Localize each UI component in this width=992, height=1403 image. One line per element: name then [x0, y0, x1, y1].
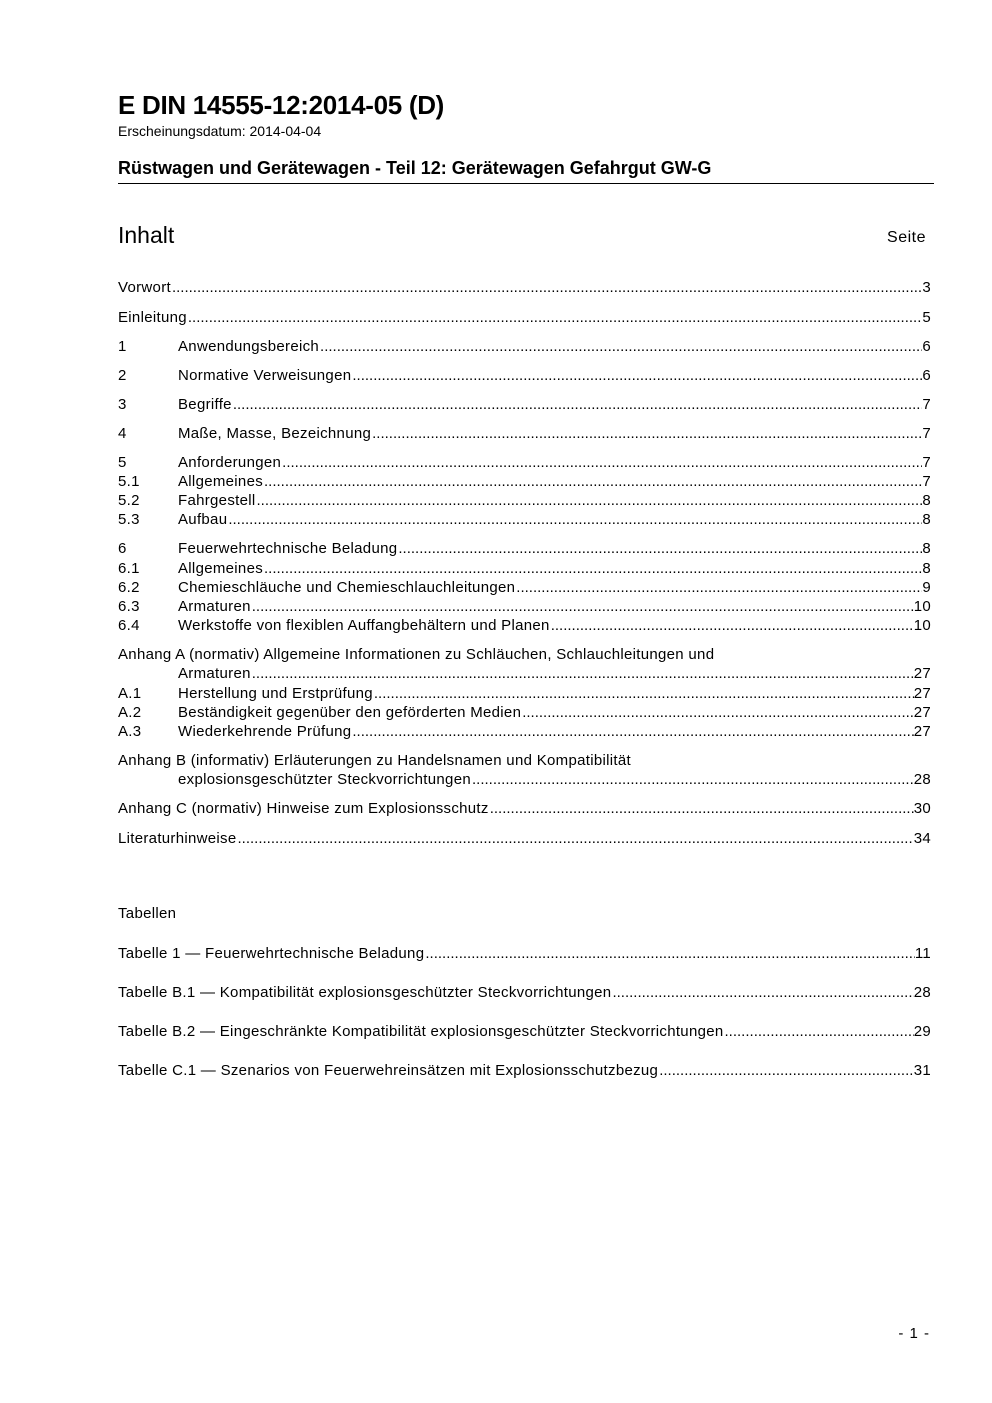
- toc-entry-5-2[interactable]: 5.2 Fahrgestell ..... 8: [118, 491, 931, 511]
- toc-section-number: A.1: [118, 685, 142, 702]
- toc-entry-2[interactable]: 2 Normative Verweisungen ..... 6: [118, 366, 931, 386]
- table-page-number: 31: [913, 1062, 931, 1079]
- toc-section-number: 6: [118, 540, 127, 557]
- toc-page-number: 8: [922, 560, 931, 577]
- toc-entry-3[interactable]: 3 Begriffe ..... 7: [118, 395, 931, 415]
- toc-page-number: 28: [913, 771, 931, 788]
- toc-entry-4[interactable]: 4 Maße, Masse, Bezeichnung ..... 7: [118, 424, 931, 444]
- toc-entry-6-4[interactable]: 6.4 Werkstoffe von flexiblen Auffangbehältern und Planen ..... 10: [118, 616, 931, 636]
- toc-section-number: 5.3: [118, 511, 140, 528]
- toc-page-column-label: Seite: [887, 229, 926, 246]
- toc-section-number: A.2: [118, 704, 142, 721]
- toc-entry-6-1[interactable]: 6.1 Allgemeines ..... 8: [118, 559, 931, 579]
- toc-page-number: 8: [922, 540, 931, 557]
- toc-page-number: 7: [922, 473, 931, 490]
- toc-entry-a-3[interactable]: A.3 Wiederkehrende Prüfung ..... 27: [118, 722, 931, 742]
- toc-section-number: 5.1: [118, 473, 140, 490]
- document-subject: Rüstwagen und Gerätewagen - Teil 12: Gerätewagen Gefahrgut GW-G: [118, 158, 712, 178]
- toc-section-number: 6.2: [118, 579, 140, 596]
- toc-page-number: 3: [922, 279, 931, 296]
- toc-page-number: 27: [913, 704, 931, 721]
- toc-section-number: 3: [118, 396, 127, 413]
- toc-page-number: 7: [922, 396, 931, 413]
- toc-section-number: 6.3: [118, 598, 140, 615]
- toc-page-number: 7: [922, 454, 931, 471]
- toc-section-number: 1: [118, 338, 127, 355]
- toc-entry-vorwort[interactable]: Vorwort ..... 3: [118, 278, 931, 298]
- table-page-number: 29: [913, 1023, 931, 1040]
- toc-page-number: 8: [922, 511, 931, 528]
- toc-page-number: 5: [922, 309, 931, 326]
- toc-section-number: 6.4: [118, 617, 140, 634]
- toc-entry-anhang-a[interactable]: Armaturen ..... 27: [118, 664, 931, 684]
- toc-entry-anhang-b-title[interactable]: Anhang B (informativ) Erläuterungen zu Handelsnamen und Kompatibilität: [118, 752, 631, 769]
- toc-section-number: 4: [118, 425, 127, 442]
- table-entry-b-1[interactable]: Tabelle B.1 — Kompatibilität explosionsgeschützter Steckvorrichtungen ..... 28: [118, 983, 931, 1003]
- toc-entry-a-1[interactable]: A.1 Herstellung und Erstprüfung ..... 27: [118, 684, 931, 704]
- toc-entry-5[interactable]: 5 Anforderungen ..... 7: [118, 453, 931, 473]
- toc-page-number: 6: [922, 338, 931, 355]
- table-page-number: 11: [914, 945, 931, 962]
- title-divider: [118, 183, 934, 184]
- page-number: - 1 -: [898, 1325, 930, 1342]
- publication-date: Erscheinungsdatum: 2014-04-04: [118, 123, 322, 139]
- toc-section-number: 5: [118, 454, 127, 471]
- table-entry-c-1[interactable]: Tabelle C.1 — Szenarios von Feuerwehreinsätzen mit Explosionsschutzbezug ..... 31: [118, 1061, 931, 1081]
- toc-section-number: 5.2: [118, 492, 140, 509]
- table-entry-b-2[interactable]: Tabelle B.2 — Eingeschränkte Kompatibilität explosionsgeschützter Steckvorrichtungen ..... 29: [118, 1022, 931, 1042]
- table-entry-1[interactable]: Tabelle 1 — Feuerwehrtechnische Beladung ..... 11: [118, 944, 931, 964]
- toc-page-number: 10: [913, 617, 931, 634]
- toc-entry-anhang-c[interactable]: Anhang C (normativ) Hinweise zum Explosionsschutz ..... 30: [118, 799, 931, 819]
- document-title: E DIN 14555-12:2014-05 (D): [118, 90, 445, 120]
- toc-entry-anhang-a-title[interactable]: Anhang A (normativ) Allgemeine Informationen zu Schläuchen, Schlauchleitungen und: [118, 646, 715, 663]
- toc-entry-6-3[interactable]: 6.3 Armaturen ..... 10: [118, 597, 931, 617]
- toc-page-number: 10: [913, 598, 931, 615]
- toc-heading: Inhalt: [118, 222, 175, 248]
- toc-entry-a-2[interactable]: A.2 Beständigkeit gegenüber den geförderten Medien ..... 27: [118, 703, 931, 723]
- toc-page-number: 27: [913, 665, 931, 682]
- toc-page-number: 8: [922, 492, 931, 509]
- toc-section-number: A.3: [118, 723, 142, 740]
- toc-entry-1[interactable]: 1 Anwendungsbereich ..... 6: [118, 337, 931, 357]
- toc-page-number: 27: [913, 685, 931, 702]
- toc-page-number: 7: [922, 425, 931, 442]
- toc-page-number: 27: [913, 723, 931, 740]
- toc-entry-5-1[interactable]: 5.1 Allgemeines ..... 7: [118, 472, 931, 492]
- toc-page-number: 34: [913, 830, 931, 847]
- toc-entry-5-3[interactable]: 5.3 Aufbau ..... 8: [118, 510, 931, 530]
- toc-section-number: 2: [118, 367, 127, 384]
- toc-entry-6[interactable]: 6 Feuerwehrtechnische Beladung ..... 8: [118, 539, 931, 559]
- tables-heading: Tabellen: [118, 905, 177, 922]
- toc-page-number: 6: [922, 367, 931, 384]
- toc-entry-6-2[interactable]: 6.2 Chemieschläuche und Chemieschlauchleitungen ..... 9: [118, 578, 931, 598]
- toc-section-number: 6.1: [118, 560, 140, 577]
- toc-entry-literaturhinweise[interactable]: Literaturhinweise ..... 34: [118, 829, 931, 849]
- toc-page-number: 30: [913, 800, 931, 817]
- table-page-number: 28: [913, 984, 931, 1001]
- toc-page-number: 9: [922, 579, 931, 596]
- toc-entry-einleitung[interactable]: Einleitung ..... 5: [118, 308, 931, 328]
- toc-entry-anhang-b[interactable]: explosionsgeschützter Steckvorrichtungen ..... 28: [118, 770, 931, 790]
